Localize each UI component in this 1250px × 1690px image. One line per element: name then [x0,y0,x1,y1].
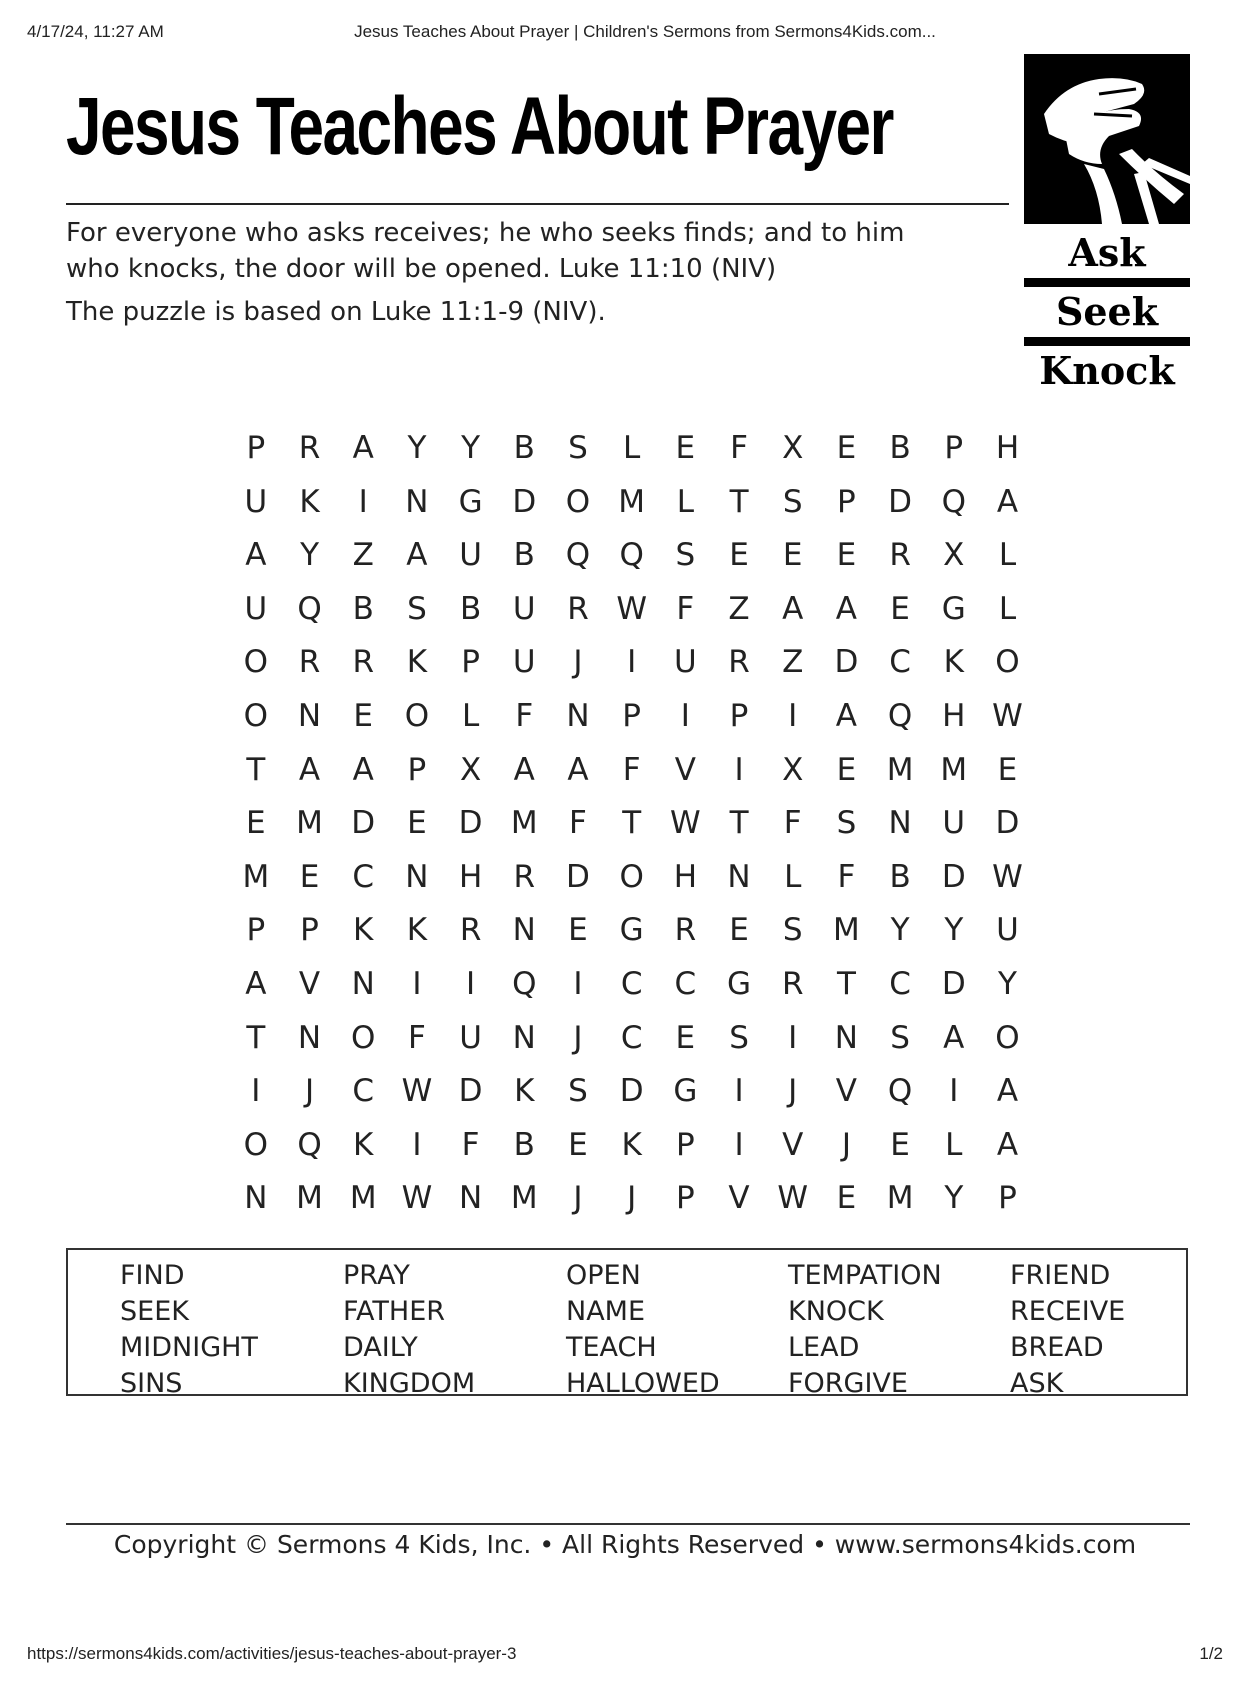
grid-letter[interactable]: E [729,537,749,574]
word-list-item: OPEN [566,1260,641,1291]
grid-letter[interactable]: H [458,858,483,895]
word-list-item: NAME [566,1296,646,1327]
grid-letter[interactable]: Y [944,1180,964,1217]
word-list-item: BREAD [1010,1332,1104,1363]
grid-letter[interactable]: P [246,912,266,949]
grid-letter[interactable]: S [568,1073,588,1110]
grid-letter[interactable]: F [730,430,748,466]
grid-letter[interactable]: R [513,858,536,895]
grid-letter[interactable]: O [243,644,269,681]
grid-letter[interactable]: N [458,1180,483,1217]
grid-letter[interactable]: P [944,430,964,466]
grid-letter[interactable]: S [675,537,696,574]
grid-letter[interactable]: E [675,430,696,466]
grid-letter[interactable]: T [729,483,749,520]
grid-letter[interactable]: N [834,1019,858,1056]
grid-letter[interactable]: N [351,965,375,1002]
grid-letter[interactable]: R [459,912,482,949]
grid-letter[interactable]: A [996,483,1019,520]
word-list-item: ASK [1010,1368,1064,1399]
logo-word-knock: Knock [1039,348,1175,393]
grid-letter[interactable]: Q [512,965,537,1002]
grid-letter[interactable]: F [837,858,856,895]
grid-letter[interactable]: P [675,1180,695,1217]
grid-letter[interactable]: A [567,751,589,788]
grid-letter[interactable]: J [573,1180,583,1217]
grid-letter[interactable]: F [461,1126,480,1163]
grid-letter[interactable]: P [675,1126,695,1163]
grid-letter[interactable]: K [353,1126,374,1163]
grid-letter[interactable]: D [458,805,483,842]
grid-letter[interactable]: Z [728,590,750,627]
grid-letter[interactable]: T [836,965,856,1002]
grid-letter[interactable]: E [890,1126,910,1163]
grid-letter[interactable]: I [466,965,476,1002]
logo-word-ask: Ask [1068,230,1146,275]
grid-letter[interactable]: E [246,805,266,842]
grid-letter[interactable]: N [727,858,751,895]
grid-letter[interactable]: A [782,590,804,627]
grid-letter[interactable]: R [298,644,321,681]
grid-letter[interactable]: D [834,644,859,681]
grid-letter[interactable]: C [620,965,643,1002]
word-list-item: DAILY [343,1332,418,1363]
grid-letter[interactable]: J [573,644,583,681]
grid-letter[interactable]: R [674,912,697,949]
word-list-column [566,1258,720,1402]
grid-letter[interactable]: O [565,483,591,520]
grid-letter[interactable]: A [352,751,374,788]
grid-letter[interactable]: O [243,1126,269,1163]
grid-letter[interactable]: S [890,1019,910,1056]
grid-letter[interactable]: O [404,697,430,734]
grid-letter[interactable]: E [568,1126,588,1163]
word-list-item: KNOCK [788,1296,884,1327]
grid-letter[interactable]: K [943,644,964,681]
grid-letter[interactable]: A [996,1073,1019,1110]
grid-letter[interactable]: I [788,697,798,734]
grid-letter[interactable]: A [835,697,858,734]
word-list-item: TEACH [566,1332,657,1363]
word-list-item: KINGDOM [343,1368,476,1399]
grid-letter[interactable]: M [510,1180,538,1217]
grid-letter[interactable]: K [514,1073,535,1110]
grid-letter[interactable]: K [299,483,320,520]
grid-letter[interactable]: N [297,1019,322,1056]
grid-letter[interactable]: U [244,483,268,520]
grid-letter[interactable]: C [352,858,375,895]
print-date: 4/17/24, 11:27 AM [27,22,164,41]
grid-letter[interactable]: Y [890,912,910,949]
grid-letter[interactable]: J [304,1073,315,1110]
grid-letter[interactable]: D [941,858,966,895]
grid-letter[interactable]: H [673,858,697,895]
grid-letter[interactable]: L [998,537,1017,574]
grid-letter[interactable]: C [889,644,911,681]
word-list-item: RECEIVE [1010,1296,1126,1327]
grid-letter[interactable]: U [996,912,1019,949]
logo-divider [1024,337,1190,346]
grid-letter[interactable]: F [676,590,695,627]
grid-letter[interactable]: Y [998,965,1017,1002]
grid-letter[interactable]: D [566,858,590,895]
grid-letter[interactable]: E [729,912,749,949]
grid-letter[interactable]: L [998,590,1017,627]
grid-letter[interactable]: B [513,430,535,466]
grid-letter[interactable]: P [300,912,319,949]
grid-letter[interactable]: J [573,1019,583,1056]
grid-letter[interactable]: E [407,805,427,842]
grid-letter[interactable]: D [619,1073,644,1110]
grid-letter[interactable]: B [513,537,535,574]
grid-letter[interactable]: P [998,1180,1017,1217]
word-list-item: HALLOWED [566,1368,720,1399]
grid-letter[interactable]: S [782,912,803,949]
title-divider [66,203,1009,205]
grid-letter[interactable]: H [995,430,1020,466]
grid-letter[interactable]: T [729,805,749,842]
grid-letter[interactable]: F [407,1019,426,1056]
grid-letter[interactable]: A [245,965,267,1002]
grid-letter[interactable]: O [351,1019,376,1056]
copyright-notice: Copyright © Sermons 4 Kids, Inc. • All Rights Reserved • www.sermons4kids.com [113,1530,1137,1559]
print-header [27,22,1223,46]
puzzle-basis: The puzzle is based on Luke 11:1-9 (NIV). [66,297,606,327]
grid-letter[interactable]: C [889,965,911,1002]
grid-letter[interactable]: D [995,805,1020,842]
grid-letter[interactable]: B [889,858,911,895]
grid-letter[interactable]: A [245,537,267,574]
grid-letter[interactable]: E [836,1180,857,1217]
grid-letter[interactable]: U [459,1019,482,1056]
grid-letter[interactable]: I [358,483,368,520]
grid-letter[interactable]: N [512,912,536,949]
grid-letter[interactable]: M [242,858,270,895]
word-list-item: FATHER [343,1296,446,1327]
grid-letter[interactable]: E [675,1019,696,1056]
grid-letter[interactable]: K [406,644,428,681]
word-list-item: SINS [120,1368,183,1399]
print-doc-title: Jesus Teaches About Prayer | Children's Sermons from Sermons4Kids.com... [354,22,936,41]
grid-letter[interactable]: X [782,751,804,788]
word-list-item: MIDNIGHT [120,1332,258,1363]
grid-letter[interactable]: I [788,1019,798,1056]
grid-letter[interactable]: I [734,1073,744,1110]
grid-letter[interactable]: N [566,697,590,734]
grid-letter[interactable]: B [889,430,911,466]
grid-letter[interactable]: E [568,912,588,949]
word-list-item: FIND [120,1260,185,1291]
grid-letter[interactable]: M [510,805,538,842]
word-list-column [788,1258,942,1402]
grid-letter[interactable]: T [622,805,642,842]
grid-letter[interactable]: B [513,1126,535,1163]
grid-letter[interactable]: N [297,697,322,734]
grid-letter[interactable]: O [995,1019,1020,1056]
grid-letter[interactable]: Q [887,1073,913,1110]
grid-letter[interactable]: M [349,1180,377,1217]
grid-letter[interactable]: D [941,965,966,1002]
grid-letter[interactable]: S [568,430,588,466]
grid-letter[interactable]: K [353,912,374,949]
grid-letter[interactable]: J [841,1126,851,1163]
grid-letter[interactable]: E [836,751,857,788]
grid-letter[interactable]: W [401,1073,433,1110]
grid-letter[interactable]: D [351,805,376,842]
grid-letter[interactable]: Q [565,537,591,574]
grid-letter[interactable]: F [569,805,587,842]
grid-letter[interactable]: R [728,644,750,681]
grid-letter[interactable]: G [458,483,483,520]
praying-hands-icon [1024,54,1190,224]
grid-letter[interactable]: U [942,805,966,842]
grid-letter[interactable]: M [618,483,646,520]
logo-word-seek: Seek [1055,289,1159,334]
grid-letter[interactable]: M [833,912,860,949]
grid-letter[interactable]: Q [887,697,913,734]
grid-letter[interactable]: Z [352,537,374,574]
grid-letter[interactable]: P [622,697,641,734]
grid-letter[interactable]: N [405,858,429,895]
grid-letter[interactable]: A [943,1019,965,1056]
grid-letter[interactable]: W [670,805,701,842]
grid-letter[interactable]: U [512,590,536,627]
grid-letter[interactable]: O [243,697,269,734]
grid-letter[interactable]: W [992,858,1023,895]
grid-letter[interactable]: E [890,590,910,627]
grid-letter[interactable]: C [674,965,697,1002]
grid-letter[interactable]: E [353,697,374,734]
grid-letter[interactable]: D [888,483,913,520]
grid-letter[interactable]: I [412,965,422,1002]
grid-letter[interactable]: M [296,805,323,842]
grid-letter[interactable]: P [461,644,480,681]
grid-letter[interactable]: I [412,1126,422,1163]
grid-letter[interactable]: N [888,805,912,842]
grid-letter[interactable]: R [781,965,804,1002]
grid-letter[interactable]: S [729,1019,749,1056]
word-list-item: LEAD [788,1332,860,1363]
grid-letter[interactable]: P [729,697,749,734]
grid-letter[interactable]: G [673,1073,698,1110]
grid-letter[interactable]: N [512,1019,536,1056]
grid-letter[interactable]: K [406,912,428,949]
grid-letter[interactable]: G [941,590,966,627]
grid-letter[interactable]: Q [297,590,322,627]
grid-letter[interactable]: F [515,697,534,734]
grid-letter[interactable]: F [622,751,641,788]
word-list-column [120,1258,258,1402]
grid-letter[interactable]: X [459,751,482,788]
grid-letter[interactable]: M [886,751,914,788]
grid-letter[interactable]: P [837,483,856,520]
grid-letter[interactable]: E [997,751,1018,788]
grid-letter[interactable]: M [296,1180,323,1217]
grid-letter[interactable]: G [727,965,752,1002]
grid-letter[interactable]: T [246,751,266,788]
grid-letter[interactable]: L [461,697,480,734]
grid-letter[interactable]: U [459,537,482,574]
grid-letter[interactable]: V [674,751,696,788]
grid-letter[interactable]: Z [782,644,804,681]
grid-letter[interactable]: V [835,1073,858,1110]
grid-letter[interactable]: N [244,1180,268,1217]
grid-letter[interactable]: V [728,1180,750,1217]
word-list-column [1010,1258,1125,1402]
grid-letter[interactable]: C [352,1073,375,1110]
grid-letter[interactable]: K [621,1126,642,1163]
grid-letter[interactable]: L [623,430,641,466]
grid-letter[interactable]: B [352,590,374,627]
grid-letter[interactable]: I [627,644,637,681]
ask-seek-knock-logo [1024,54,1190,393]
grid-letter[interactable]: R [889,537,911,574]
footer-divider [66,1523,1190,1525]
word-list-item: FORGIVE [788,1368,908,1399]
print-url: https://sermons4kids.com/activities/jesus-teaches-about-prayer-3 [27,1644,517,1663]
word-list-item: SEEK [120,1296,189,1327]
grid-letter[interactable]: J [627,1180,637,1217]
word-list-box [66,1248,1188,1399]
grid-letter[interactable]: U [244,590,268,627]
grid-letter[interactable]: N [405,483,429,520]
grid-letter[interactable]: U [512,644,536,681]
grid-letter[interactable]: D [512,483,537,520]
grid-letter[interactable]: R [352,644,374,681]
grid-letter[interactable]: I [573,965,583,1002]
grid-letter[interactable]: W [401,1180,433,1217]
word-list-item: TEMPATION [788,1260,942,1291]
grid-letter[interactable]: A [406,537,428,574]
grid-letter[interactable]: M [886,1180,914,1217]
grid-letter[interactable]: E [836,537,857,574]
grid-letter[interactable]: W [992,697,1023,734]
grid-letter[interactable]: H [942,697,966,734]
grid-letter[interactable]: Q [297,1126,322,1163]
grid-letter[interactable]: L [784,858,802,895]
grid-letter[interactable]: V [782,1126,804,1163]
grid-letter[interactable]: A [996,1126,1019,1163]
word-list-column [343,1258,475,1402]
word-search-grid [229,422,1034,1226]
grid-letter[interactable]: D [458,1073,483,1110]
grid-letter[interactable]: Y [944,912,964,949]
grid-letter[interactable]: E [299,858,320,895]
grid-letter[interactable]: X [943,537,965,574]
grid-letter[interactable]: S [782,483,803,520]
grid-letter[interactable]: U [673,644,697,681]
grid-letter[interactable]: J [788,1073,798,1110]
grid-letter[interactable]: Q [941,483,966,520]
grid-letter[interactable]: V [298,965,321,1002]
verse-text: For everyone who asks receives; he who seeks finds; and to him who knocks, the door will be opened. Luke 11:10 (NIV) [66,218,905,284]
grid-letter[interactable]: G [619,912,644,949]
grid-letter[interactable]: Q [619,537,644,574]
grid-letter[interactable]: M [940,751,968,788]
grid-letter[interactable]: E [836,430,857,466]
grid-letter[interactable]: P [407,751,427,788]
grid-letter[interactable]: Y [461,430,481,466]
grid-letter[interactable]: C [620,1019,643,1056]
grid-letter[interactable]: E [782,537,803,574]
word-list-item: PRAY [343,1260,410,1291]
grid-letter[interactable]: F [783,805,802,842]
grid-letter[interactable]: S [836,805,857,842]
grid-letter[interactable]: A [835,590,858,627]
grid-letter[interactable]: A [352,430,374,466]
grid-letter[interactable]: A [513,751,535,788]
print-footer [27,1644,1223,1668]
grid-letter[interactable]: L [945,1126,963,1163]
grid-letter[interactable]: W [777,1180,809,1217]
grid-letter[interactable]: X [782,430,804,466]
grid-letter[interactable]: P [246,430,266,466]
grid-letter[interactable]: O [619,858,644,895]
grid-letter[interactable]: I [680,697,690,734]
grid-letter[interactable]: W [616,590,647,627]
grid-letter[interactable]: L [676,483,694,520]
grid-letter[interactable]: Y [407,430,427,466]
grid-letter[interactable]: R [567,590,589,627]
grid-letter[interactable]: I [734,751,744,788]
page-count: 1/2 [1199,1644,1223,1663]
grid-letter[interactable]: T [246,1019,266,1056]
grid-letter[interactable]: Y [300,537,319,574]
logo-divider [1024,278,1190,287]
page-title: Jesus Teaches About Prayer [66,81,893,172]
grid-letter[interactable]: I [949,1073,959,1110]
word-list-item: FRIEND [1010,1260,1111,1291]
grid-letter[interactable]: O [995,644,1020,681]
grid-letter[interactable]: A [298,751,321,788]
grid-letter[interactable]: S [407,590,427,627]
grid-letter[interactable]: R [298,430,321,466]
grid-letter[interactable]: B [459,590,482,627]
grid-letter[interactable]: I [734,1126,744,1163]
grid-letter[interactable]: I [251,1073,261,1110]
